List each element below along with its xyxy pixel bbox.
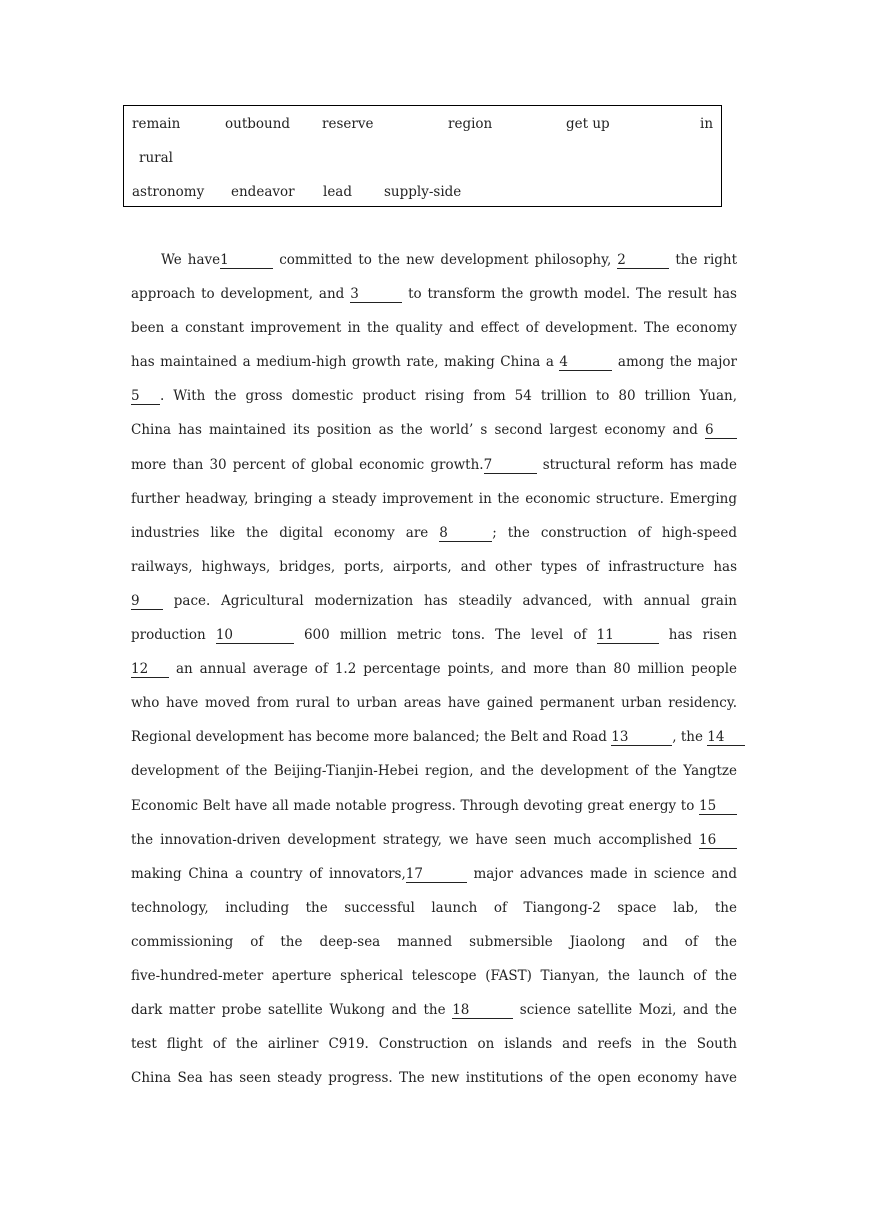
passage-line: commissioning of the deep-sea manned submersible Jiaolong and of the [131, 933, 737, 950]
passage-line: 9 pace. Agricultural modernization has steadily advanced, with annual grain [131, 592, 737, 609]
word-option: supply-side [384, 184, 462, 200]
passage-line: 5 . With the gross domestic product rising from 54 trillion to 80 trillion Yuan, [131, 388, 737, 405]
passage-line: China Sea has seen steady progress. The new institutions of the open economy have [131, 1070, 737, 1087]
passage-line: dark matter probe satellite Wukong and the 18 science satellite Mozi, and the [131, 1002, 737, 1019]
passage-line: has maintained a medium-high growth rate, making China a 4 among the major [131, 354, 737, 371]
blank-17[interactable]: 17 [406, 866, 467, 883]
word-option: in [700, 116, 714, 132]
passage-line: been a constant improvement in the quality and effect of development. The economy [131, 320, 737, 337]
blank-8[interactable]: 8 [439, 525, 492, 542]
passage-line: approach to development, and 3 to transform the growth model. The result has [131, 286, 737, 303]
blank-1[interactable]: 1 [220, 252, 273, 269]
passage-line: the innovation-driven development strategy, we have seen much accomplished 16 [131, 829, 737, 863]
passage-line: 12 an annual average of 1.2 percentage points, and more than 80 million people [131, 661, 737, 678]
blank-7[interactable]: 7 [484, 457, 537, 474]
blank-2[interactable]: 2 [617, 252, 669, 269]
word-option: endeavor [231, 184, 295, 200]
word-bank-box [123, 105, 722, 207]
word-option: outbound [225, 116, 291, 132]
passage-line: more than 30 percent of global economic growth.7 structural reform has made [131, 456, 738, 473]
passage-line: technology, including the successful launch of Tiangong-2 space lab, the [131, 899, 737, 916]
blank-18[interactable]: 18 [452, 1002, 513, 1019]
passage-line: railways, highways, bridges, ports, airports, and other types of infrastructure has [131, 558, 737, 575]
passage-line: making China a country of innovators,17 major advances made in science and [131, 865, 738, 882]
passage-line: further headway, bringing a steady improvement in the economic structure. Emerging [131, 490, 737, 507]
passage-line: who have moved from rural to urban areas have gained permanent urban residency. [131, 695, 737, 712]
passage-line: five-hundred-meter aperture spherical telescope (FAST) Tianyan, the launch of the [131, 967, 737, 984]
passage-line: Economic Belt have all made notable progress. Through devoting great energy to 15 [131, 795, 737, 829]
passage-line: industries like the digital economy are 8 ; the construction of high-speed [131, 524, 737, 541]
word-option: reserve [322, 116, 374, 132]
blank-15[interactable]: 15 [699, 798, 737, 815]
blank-13[interactable]: 13 [611, 729, 672, 746]
passage-line: development of the Beijing-Tianjin-Hebei region, and the development of the Yangtze [131, 763, 737, 780]
passage-line: We have1 committed to the new development philosophy, 2 the right [161, 252, 738, 268]
blank-11[interactable]: 11 [597, 627, 659, 644]
word-option: lead [323, 184, 352, 200]
passage-line: China has maintained its position as the world’ s second largest economy and 6 [131, 419, 737, 453]
passage-line: production 10 600 million metric tons. The level of 11 has risen [131, 627, 737, 644]
blank-9[interactable]: 9 [131, 593, 163, 610]
passage-line: test flight of the airliner C919. Construction on islands and reefs in the South [131, 1036, 737, 1053]
word-option: rural [139, 150, 173, 166]
passage-line: Regional development has become more balanced; the Belt and Road 13 , the 14 [131, 726, 737, 760]
blank-6[interactable]: 6 [705, 422, 737, 439]
word-option: region [448, 116, 493, 132]
blank-12[interactable]: 12 [131, 661, 169, 678]
word-option: remain [132, 116, 181, 132]
blank-3[interactable]: 3 [350, 286, 402, 303]
blank-14[interactable]: 14 [707, 729, 745, 746]
blank-5[interactable]: 5 [131, 388, 160, 405]
blank-16[interactable]: 16 [699, 832, 737, 849]
blank-10[interactable]: 10 [216, 627, 294, 644]
word-option: astronomy [132, 184, 205, 200]
word-option: get up [566, 116, 610, 132]
blank-4[interactable]: 4 [559, 354, 612, 371]
cloze-passage [131, 249, 737, 1101]
